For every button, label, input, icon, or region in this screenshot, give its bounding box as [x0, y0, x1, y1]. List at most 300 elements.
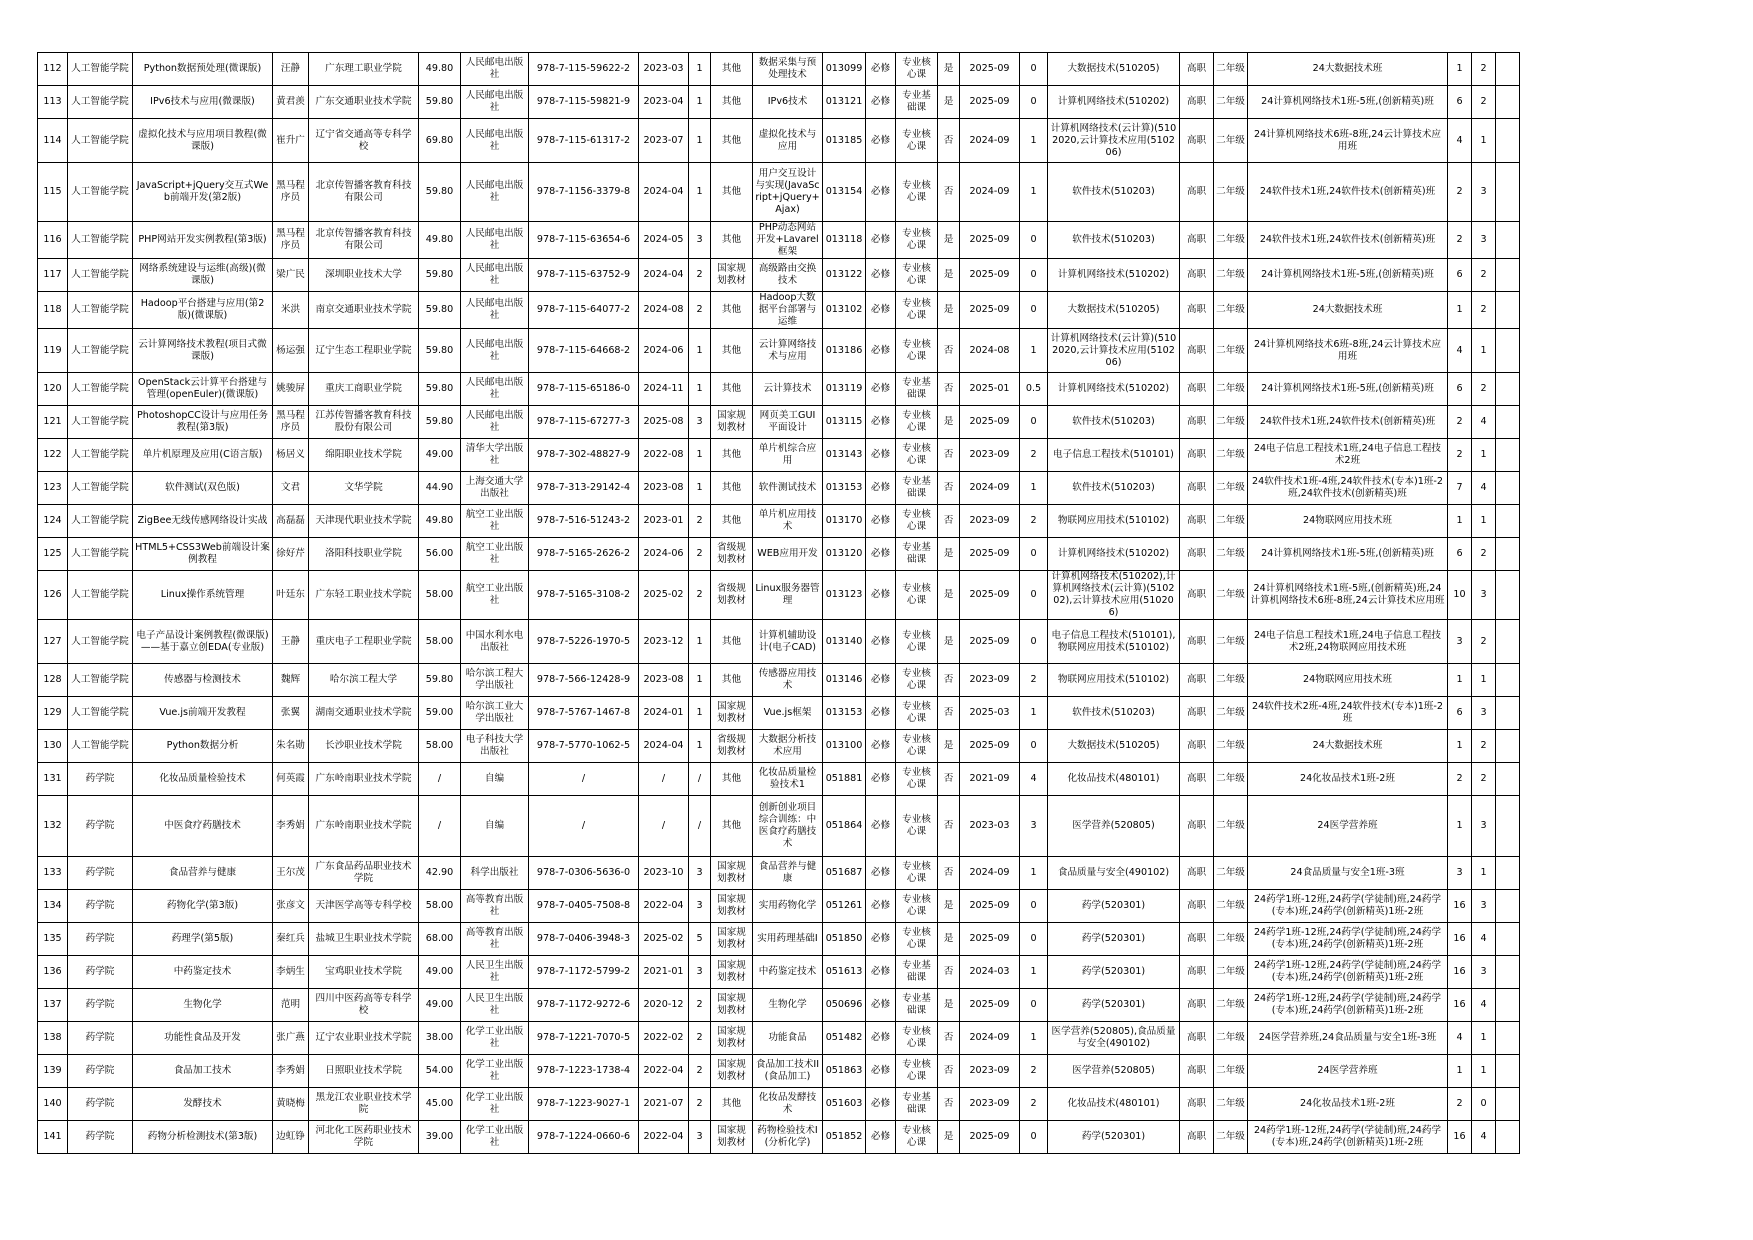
- table-cell: 121: [38, 406, 68, 439]
- table-cell: 120: [38, 373, 68, 406]
- table-cell: 人民邮电出版社: [461, 329, 529, 373]
- table-cell: 2024-09: [960, 857, 1020, 890]
- table-cell: 978-7-1221-7070-5: [529, 1022, 639, 1055]
- table-cell: 必修: [866, 1088, 896, 1121]
- table-cell: 978-7-313-29142-4: [529, 472, 639, 505]
- table-cell: 1: [689, 53, 711, 86]
- table-cell: 1: [1448, 53, 1472, 86]
- table-cell: 二年级: [1214, 956, 1248, 989]
- table-cell: 2024-09: [960, 472, 1020, 505]
- table-cell: 978-7-115-61317-2: [529, 119, 639, 163]
- table-row: [38, 538, 1520, 571]
- table-cell: 中药鉴定技术: [133, 956, 273, 989]
- table-cell: 4: [1020, 763, 1048, 796]
- table-cell: 必修: [866, 163, 896, 222]
- table-cell: 二年级: [1214, 292, 1248, 329]
- table-cell: 1: [689, 472, 711, 505]
- table-cell: 人工智能学院: [68, 697, 133, 730]
- table-cell: 1: [1448, 1055, 1472, 1088]
- table-cell: 软件测试技术: [753, 472, 823, 505]
- table-cell: 117: [38, 259, 68, 292]
- table-cell: 129: [38, 697, 68, 730]
- table-cell: 人民卫生出版社: [461, 956, 529, 989]
- table-cell: 必修: [866, 620, 896, 664]
- table-cell: 013146: [823, 664, 866, 697]
- table-cell: 2022-08: [639, 439, 689, 472]
- table-cell: 2: [1472, 259, 1496, 292]
- table-cell: 6: [1448, 259, 1472, 292]
- table-cell: 24药学1班-12班,24药学(学徒制)班,24药学(专本)班,24药学(创新精英)1班-2班: [1248, 989, 1448, 1022]
- table-cell: 1: [689, 730, 711, 763]
- table-cell: 人民邮电出版社: [461, 373, 529, 406]
- table-cell: 4: [1472, 406, 1496, 439]
- table-cell: 126: [38, 571, 68, 620]
- table-cell: 978-7-5165-3108-2: [529, 571, 639, 620]
- table-cell: 二年级: [1214, 989, 1248, 1022]
- table-cell: 2: [1448, 406, 1472, 439]
- table-cell: 59.80: [419, 329, 461, 373]
- table-cell: 123: [38, 472, 68, 505]
- table-cell: 人工智能学院: [68, 439, 133, 472]
- table-cell: 139: [38, 1055, 68, 1088]
- table-cell: 24计算机网络技术1班-5班,(创新精英)班: [1248, 538, 1448, 571]
- table-cell: 专业基础课: [896, 1088, 938, 1121]
- table-cell: 化妆品发酵技术: [753, 1088, 823, 1121]
- table-cell: 人民邮电出版社: [461, 259, 529, 292]
- table-cell: 必修: [866, 730, 896, 763]
- table-cell: 范明: [273, 989, 309, 1022]
- table-cell: 高职: [1180, 163, 1214, 222]
- table-cell: 是: [938, 923, 960, 956]
- table-cell: 否: [938, 763, 960, 796]
- table-cell: 物联网应用技术(510102): [1048, 664, 1180, 697]
- table-cell: 必修: [866, 571, 896, 620]
- table-cell: 必修: [866, 956, 896, 989]
- table-cell: 2023-09: [960, 439, 1020, 472]
- table-cell: Python数据预处理(微课版): [133, 53, 273, 86]
- table-cell: 食品营养与健康: [133, 857, 273, 890]
- table-cell: 013186: [823, 329, 866, 373]
- table-cell: 2023-04: [639, 86, 689, 119]
- table-cell: 131: [38, 763, 68, 796]
- table-cell: 边虹铮: [273, 1121, 309, 1154]
- table-cell: 否: [938, 1088, 960, 1121]
- table-cell: 中药鉴定技术: [753, 956, 823, 989]
- table-cell: 必修: [866, 538, 896, 571]
- table-cell: 24物联网应用技术班: [1248, 505, 1448, 538]
- table-cell: 化妆品技术(480101): [1048, 763, 1180, 796]
- table-cell: 是: [938, 730, 960, 763]
- table-cell: 必修: [866, 989, 896, 1022]
- table-cell: 58.00: [419, 890, 461, 923]
- table-cell: 专业核心课: [896, 796, 938, 857]
- table-row: [38, 763, 1520, 796]
- table-cell: 1: [1472, 664, 1496, 697]
- table-cell: 0: [1020, 620, 1048, 664]
- table-cell: 否: [938, 329, 960, 373]
- table-cell: 高职: [1180, 1088, 1214, 1121]
- table-cell: 必修: [866, 259, 896, 292]
- table-cell: 1: [689, 439, 711, 472]
- table-cell: 128: [38, 664, 68, 697]
- table-row: [38, 956, 1520, 989]
- table-cell: 必修: [866, 222, 896, 259]
- table-cell: 2025-09: [960, 730, 1020, 763]
- table-cell: 高职: [1180, 1022, 1214, 1055]
- table-cell: 必修: [866, 1055, 896, 1088]
- table-cell: 2024-01: [639, 697, 689, 730]
- table-cell: 978-7-1172-9272-6: [529, 989, 639, 1022]
- table-cell: 软件测试(双色版): [133, 472, 273, 505]
- table-cell: 2025-09: [960, 292, 1020, 329]
- table-cell: 人民邮电出版社: [461, 292, 529, 329]
- table-cell: 114: [38, 119, 68, 163]
- table-cell: Vue.js前端开发教程: [133, 697, 273, 730]
- table-cell: 二年级: [1214, 86, 1248, 119]
- table-cell: 2024-05: [639, 222, 689, 259]
- table-cell: 创新创业项目综合训练：中医食疗药膳技术: [753, 796, 823, 857]
- table-row: [38, 53, 1520, 86]
- table-cell: /: [419, 796, 461, 857]
- table-cell: 051482: [823, 1022, 866, 1055]
- table-cell: 24计算机网络技术6班-8班,24云计算技术应用班: [1248, 119, 1448, 163]
- table-cell: 2023-09: [960, 664, 1020, 697]
- table-cell: 二年级: [1214, 538, 1248, 571]
- table-cell: 辽宁生态工程职业学院: [309, 329, 419, 373]
- table-cell: 专业核心课: [896, 730, 938, 763]
- table-cell: 高职: [1180, 538, 1214, 571]
- table-cell: 978-7-0405-7508-8: [529, 890, 639, 923]
- table-cell: JavaScript+jQuery交互式Web前端开发(第2版): [133, 163, 273, 222]
- table-body: [38, 53, 1520, 1154]
- table-cell: IPv6技术: [753, 86, 823, 119]
- table-cell: 黑马程序员: [273, 163, 309, 222]
- table-cell: 用户交互设计与实现(JavaScript+jQuery+Ajax): [753, 163, 823, 222]
- table-cell: Hadoop大数据平台部署与运维: [753, 292, 823, 329]
- table-row: [38, 571, 1520, 620]
- table-cell: 化学工业出版社: [461, 1088, 529, 1121]
- table-cell: 单片机原理及应用(C语言版): [133, 439, 273, 472]
- table-row: [38, 439, 1520, 472]
- table-cell: 1: [1448, 796, 1472, 857]
- table-cell: [1496, 439, 1520, 472]
- table-cell: 58.00: [419, 730, 461, 763]
- table-cell: 广东轻工职业技术学院: [309, 571, 419, 620]
- table-cell: [1496, 923, 1520, 956]
- table-cell: 软件技术(510203): [1048, 163, 1180, 222]
- table-cell: 大数据技术(510205): [1048, 53, 1180, 86]
- table-cell: 人工智能学院: [68, 571, 133, 620]
- table-cell: 否: [938, 505, 960, 538]
- table-cell: [1496, 1055, 1520, 1088]
- table-cell: 1: [1020, 163, 1048, 222]
- table-cell: 药学院: [68, 989, 133, 1022]
- table-cell: 2: [689, 1088, 711, 1121]
- table-cell: [1496, 1121, 1520, 1154]
- table-cell: 其他: [711, 329, 753, 373]
- table-cell: 专业核心课: [896, 890, 938, 923]
- table-cell: [1496, 989, 1520, 1022]
- table-cell: 6: [1448, 373, 1472, 406]
- table-cell: 电子科技大学出版社: [461, 730, 529, 763]
- table-cell: 16: [1448, 1121, 1472, 1154]
- table-cell: 二年级: [1214, 763, 1248, 796]
- table-cell: 013119: [823, 373, 866, 406]
- table-cell: 2: [689, 1055, 711, 1088]
- table-row: [38, 373, 1520, 406]
- table-row: [38, 989, 1520, 1022]
- table-cell: 2025-09: [960, 571, 1020, 620]
- table-cell: 国家规划教材: [711, 923, 753, 956]
- table-cell: 59.00: [419, 697, 461, 730]
- table-cell: 高职: [1180, 86, 1214, 119]
- table-cell: 必修: [866, 292, 896, 329]
- table-cell: 是: [938, 538, 960, 571]
- table-cell: 人民邮电出版社: [461, 222, 529, 259]
- table-cell: 自编: [461, 796, 529, 857]
- table-cell: 广东岭南职业技术学院: [309, 763, 419, 796]
- table-cell: 2022-04: [639, 1055, 689, 1088]
- table-cell: 4: [1448, 329, 1472, 373]
- table-cell: 是: [938, 571, 960, 620]
- table-cell: 宝鸡职业技术学院: [309, 956, 419, 989]
- table-cell: 2024-04: [639, 730, 689, 763]
- table-cell: 日照职业技术学院: [309, 1055, 419, 1088]
- table-cell: [1496, 664, 1520, 697]
- table-cell: 是: [938, 620, 960, 664]
- table-cell: 2023-09: [960, 505, 1020, 538]
- table-cell: 专业基础课: [896, 538, 938, 571]
- table-cell: 1: [1472, 1022, 1496, 1055]
- table-cell: 传感器与检测技术: [133, 664, 273, 697]
- table-cell: 138: [38, 1022, 68, 1055]
- table-cell: 高职: [1180, 119, 1214, 163]
- table-cell: 2025-03: [960, 697, 1020, 730]
- table-cell: 否: [938, 163, 960, 222]
- table-cell: 医学营养(520805),食品质量与安全(490102): [1048, 1022, 1180, 1055]
- table-cell: 24药学1班-12班,24药学(学徒制)班,24药学(专本)班,24药学(创新精英)1班-2班: [1248, 956, 1448, 989]
- table-cell: 3: [689, 1121, 711, 1154]
- table-cell: 050696: [823, 989, 866, 1022]
- table-cell: 2024-09: [960, 119, 1020, 163]
- table-cell: 云计算网络技术教程(项目式微课版): [133, 329, 273, 373]
- table-cell: 高职: [1180, 1055, 1214, 1088]
- table-cell: 978-7-1172-5799-2: [529, 956, 639, 989]
- table-cell: 113: [38, 86, 68, 119]
- table-cell: 药学院: [68, 1022, 133, 1055]
- table-cell: 二年级: [1214, 505, 1248, 538]
- table-cell: 高职: [1180, 53, 1214, 86]
- table-cell: 哈尔滨工业大学出版社: [461, 697, 529, 730]
- table-cell: 134: [38, 890, 68, 923]
- table-cell: [1496, 163, 1520, 222]
- table-cell: 3: [1472, 571, 1496, 620]
- table-cell: 6: [1448, 697, 1472, 730]
- table-cell: 高职: [1180, 439, 1214, 472]
- table-cell: 黄晓梅: [273, 1088, 309, 1121]
- table-cell: [1496, 53, 1520, 86]
- table-cell: 是: [938, 406, 960, 439]
- table-cell: 二年级: [1214, 571, 1248, 620]
- table-cell: 高职: [1180, 292, 1214, 329]
- table-cell: 0: [1020, 989, 1048, 1022]
- table-cell: 必修: [866, 53, 896, 86]
- table-cell: 必修: [866, 664, 896, 697]
- table-cell: 2024-08: [960, 329, 1020, 373]
- table-cell: /: [639, 796, 689, 857]
- table-cell: 978-7-5767-1467-8: [529, 697, 639, 730]
- table-cell: 科学出版社: [461, 857, 529, 890]
- table-cell: 013099: [823, 53, 866, 86]
- table-cell: 二年级: [1214, 259, 1248, 292]
- table-cell: 135: [38, 923, 68, 956]
- table-cell: 2024-03: [960, 956, 1020, 989]
- table-cell: 2025-09: [960, 259, 1020, 292]
- table-cell: 2025-09: [960, 406, 1020, 439]
- table-cell: 其他: [711, 620, 753, 664]
- table-cell: 必修: [866, 857, 896, 890]
- table-cell: 计算机网络技术(510202): [1048, 86, 1180, 119]
- table-cell: 24电子信息工程技术1班,24电子信息工程技术2班,24物联网应用技术班: [1248, 620, 1448, 664]
- table-cell: 3: [1448, 857, 1472, 890]
- table-cell: 辽宁农业职业技术学院: [309, 1022, 419, 1055]
- table-cell: 2: [1448, 1088, 1472, 1121]
- table-cell: 978-7-302-48827-9: [529, 439, 639, 472]
- table-cell: 二年级: [1214, 1088, 1248, 1121]
- table-cell: 张翼: [273, 697, 309, 730]
- table-cell: 药学院: [68, 1088, 133, 1121]
- table-cell: 二年级: [1214, 890, 1248, 923]
- table-cell: PHP动态网站开发+Lavarel框架: [753, 222, 823, 259]
- table-cell: 人民邮电出版社: [461, 119, 529, 163]
- table-cell: 5: [689, 923, 711, 956]
- table-cell: 二年级: [1214, 664, 1248, 697]
- table-cell: 2025-01: [960, 373, 1020, 406]
- table-cell: 专业基础课: [896, 373, 938, 406]
- table-cell: 68.00: [419, 923, 461, 956]
- table-cell: [1496, 373, 1520, 406]
- table-cell: 广东食品药品职业技术学院: [309, 857, 419, 890]
- table-cell: 2024-09: [960, 163, 1020, 222]
- table-cell: 药学院: [68, 890, 133, 923]
- table-cell: 专业核心课: [896, 571, 938, 620]
- table-row: [38, 923, 1520, 956]
- table-cell: 59.80: [419, 86, 461, 119]
- table-cell: 二年级: [1214, 53, 1248, 86]
- table-cell: 2023-08: [639, 664, 689, 697]
- table-cell: 人民卫生出版社: [461, 989, 529, 1022]
- table-cell: 2: [689, 989, 711, 1022]
- table-cell: 2: [1472, 86, 1496, 119]
- table-cell: 专业核心课: [896, 857, 938, 890]
- table-cell: 119: [38, 329, 68, 373]
- table-row: [38, 222, 1520, 259]
- table-cell: [1496, 505, 1520, 538]
- table-cell: 136: [38, 956, 68, 989]
- table-cell: 是: [938, 222, 960, 259]
- table-cell: 人工智能学院: [68, 730, 133, 763]
- table-cell: 人民邮电出版社: [461, 406, 529, 439]
- table-cell: 125: [38, 538, 68, 571]
- table-cell: 人工智能学院: [68, 664, 133, 697]
- table-cell: 航空工业出版社: [461, 538, 529, 571]
- table-cell: 49.00: [419, 956, 461, 989]
- table-cell: 0: [1020, 1121, 1048, 1154]
- table-cell: 978-7-1223-1738-4: [529, 1055, 639, 1088]
- table-cell: 是: [938, 890, 960, 923]
- table-cell: 专业基础课: [896, 472, 938, 505]
- table-cell: 航空工业出版社: [461, 571, 529, 620]
- table-cell: 药学院: [68, 1121, 133, 1154]
- table-cell: 人工智能学院: [68, 406, 133, 439]
- table-cell: 978-7-5165-2626-2: [529, 538, 639, 571]
- table-row: [38, 1121, 1520, 1154]
- table-cell: HTML5+CSS3Web前端设计案例教程: [133, 538, 273, 571]
- table-cell: 高职: [1180, 890, 1214, 923]
- table-cell: 16: [1448, 890, 1472, 923]
- table-cell: /: [419, 763, 461, 796]
- table-cell: 24软件技术1班,24软件技术(创新精英)班: [1248, 163, 1448, 222]
- table-row: [38, 1022, 1520, 1055]
- table-cell: 高级路由交换技术: [753, 259, 823, 292]
- table-cell: 汪静: [273, 53, 309, 86]
- table-cell: 2023-08: [639, 472, 689, 505]
- table-cell: 国家规划教材: [711, 890, 753, 923]
- table-cell: 功能食品: [753, 1022, 823, 1055]
- table-cell: 北京传智播客教育科技有限公司: [309, 222, 419, 259]
- table-cell: 高职: [1180, 956, 1214, 989]
- table-cell: 河北化工医药职业技术学院: [309, 1121, 419, 1154]
- table-cell: 49.00: [419, 439, 461, 472]
- table-cell: 电子产品设计案例教程(微课版)——基于嘉立创EDA(专业版): [133, 620, 273, 664]
- table-cell: 2: [689, 259, 711, 292]
- table-cell: 否: [938, 697, 960, 730]
- table-cell: 天津现代职业技术学院: [309, 505, 419, 538]
- table-cell: PhotoshopCC设计与应用任务教程(第3版): [133, 406, 273, 439]
- table-cell: 专业基础课: [896, 86, 938, 119]
- table-cell: 051613: [823, 956, 866, 989]
- table-cell: 1: [689, 163, 711, 222]
- table-cell: 其他: [711, 119, 753, 163]
- table-cell: /: [689, 796, 711, 857]
- table-cell: /: [529, 763, 639, 796]
- table-cell: 计算机网络技术(云计算)(5102020,云计算技术应用(510206): [1048, 119, 1180, 163]
- table-cell: 2023-09: [960, 1088, 1020, 1121]
- table-cell: 112: [38, 53, 68, 86]
- table-cell: 药学(520301): [1048, 923, 1180, 956]
- table-cell: 专业核心课: [896, 163, 938, 222]
- table-cell: 洛阳科技职业学院: [309, 538, 419, 571]
- table-cell: 013154: [823, 163, 866, 222]
- table-cell: 国家规划教材: [711, 259, 753, 292]
- table-cell: 978-7-0406-3948-3: [529, 923, 639, 956]
- table-cell: [1496, 730, 1520, 763]
- table-cell: 人工智能学院: [68, 119, 133, 163]
- table-cell: 59.80: [419, 664, 461, 697]
- table-cell: 人工智能学院: [68, 222, 133, 259]
- table-cell: [1496, 697, 1520, 730]
- table-cell: 必修: [866, 329, 896, 373]
- table-cell: 化妆品技术(480101): [1048, 1088, 1180, 1121]
- table-cell: 1: [1472, 1055, 1496, 1088]
- table-cell: 1: [1020, 1022, 1048, 1055]
- table-cell: 李炳生: [273, 956, 309, 989]
- table-cell: 人民邮电出版社: [461, 53, 529, 86]
- table-cell: 24医学营养班,24食品质量与安全1班-3班: [1248, 1022, 1448, 1055]
- table-cell: 人工智能学院: [68, 472, 133, 505]
- table-cell: 药学院: [68, 796, 133, 857]
- textbook-table: [37, 52, 1520, 1154]
